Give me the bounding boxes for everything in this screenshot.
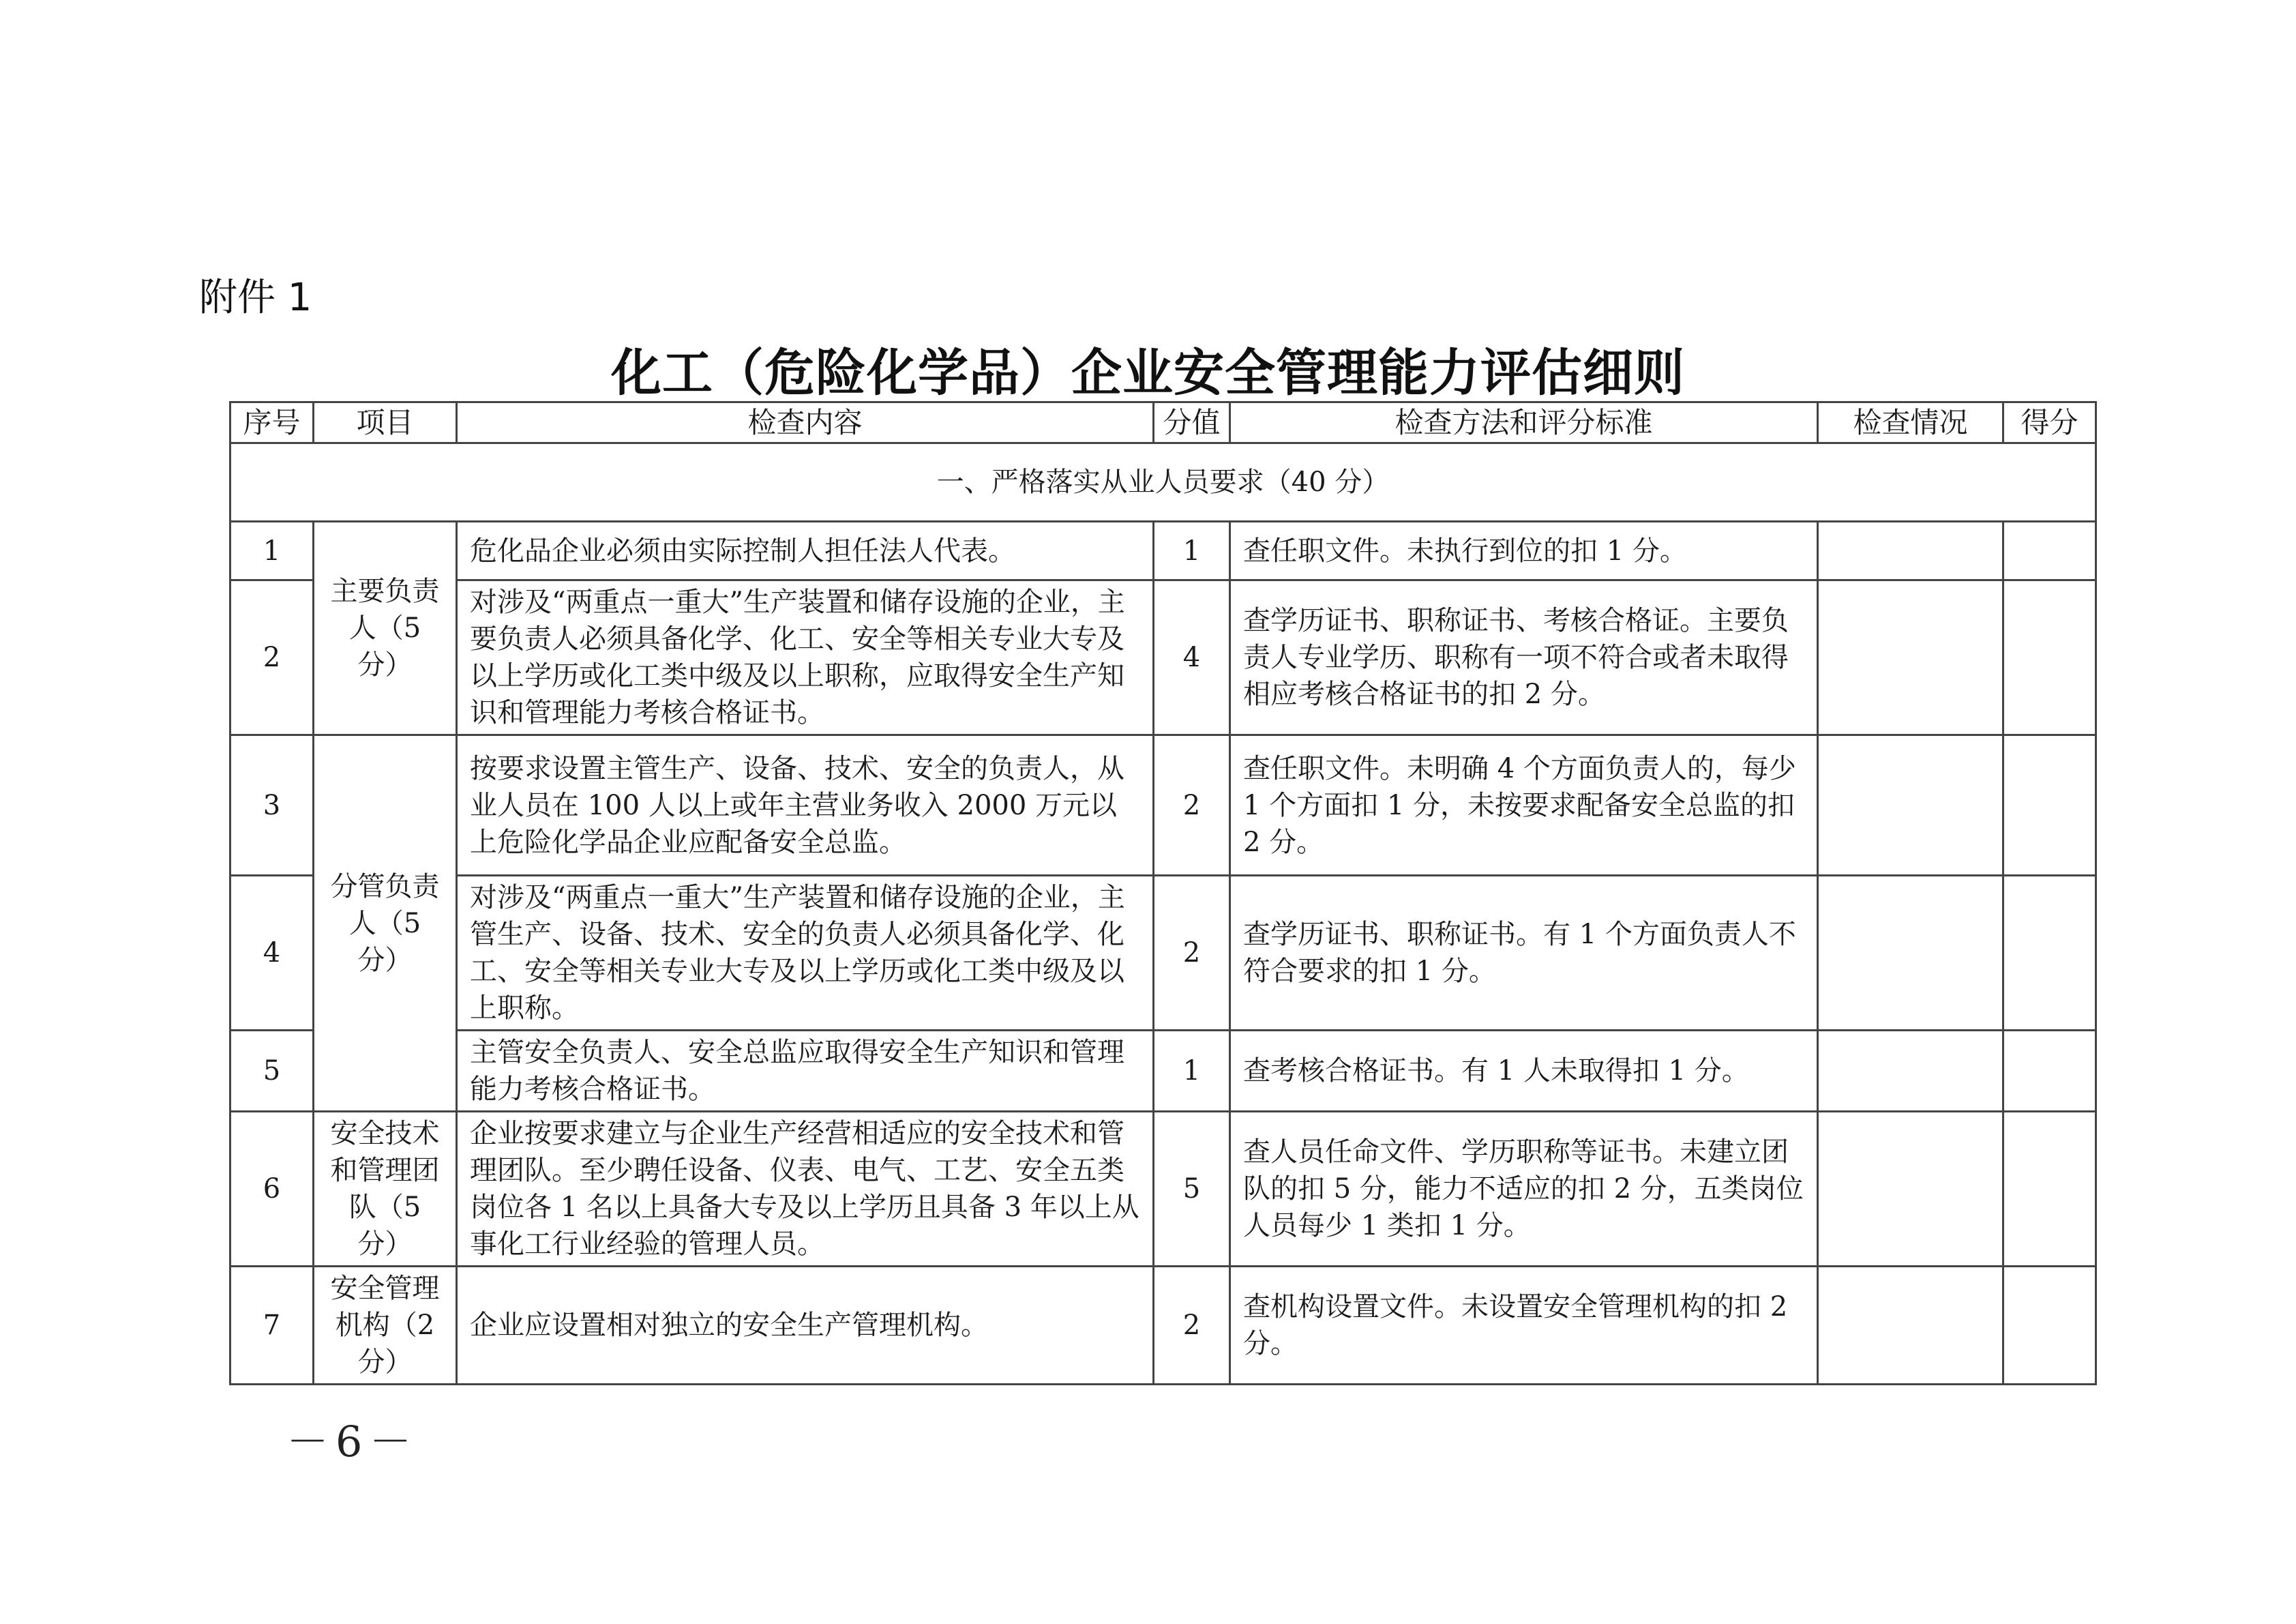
row-status-cell[interactable] bbox=[1818, 735, 2003, 876]
row-got-cell[interactable] bbox=[2003, 876, 2096, 1031]
row-got-cell[interactable] bbox=[2003, 1031, 2096, 1112]
table-row bbox=[230, 1267, 2096, 1385]
row-got-cell[interactable] bbox=[2003, 522, 2096, 580]
row-content: 对涉及“两重点一重大”生产装置和储存设施的企业，主管生产、设备、技术、安全的负责人必须具备化学、化工、安全等相关专业大专及以上学历或化工类中级及以上职称。 bbox=[457, 876, 1154, 1031]
row-got-cell[interactable] bbox=[2003, 735, 2096, 876]
row-status-cell[interactable] bbox=[1818, 580, 2003, 735]
page-number: －6－ bbox=[286, 1417, 419, 1466]
row-status-cell[interactable] bbox=[1818, 1031, 2003, 1112]
section-row bbox=[230, 443, 2096, 522]
row-score: 4 bbox=[1154, 580, 1230, 735]
header-content: 检查内容 bbox=[457, 402, 1154, 443]
row-method: 查人员任命文件、学历职称等证书。未建立团队的扣 5 分，能力不适应的扣 2 分，五类岗位人员每少 1 类扣 1 分。 bbox=[1230, 1112, 1818, 1267]
row-method: 查机构设置文件。未设置安全管理机构的扣 2 分。 bbox=[1230, 1267, 1818, 1385]
row-score: 2 bbox=[1154, 876, 1230, 1031]
row-method: 查任职文件。未明确 4 个方面负责人的，每少 1 个方面扣 1 分，未按要求配备安全总监的扣 2 分。 bbox=[1230, 735, 1818, 876]
row-no: 2 bbox=[230, 580, 314, 735]
group-team: 安全技术和管理团队（5 分） bbox=[314, 1112, 457, 1267]
row-method: 查学历证书、职称证书、考核合格证。主要负责人专业学历、职称有一项不符合或者未取得相应考核合格证书的扣 2 分。 bbox=[1230, 580, 1818, 735]
row-got-cell[interactable] bbox=[2003, 1112, 2096, 1267]
table-row bbox=[230, 735, 2096, 876]
table-row bbox=[230, 522, 2096, 580]
row-content: 企业应设置相对独立的安全生产管理机构。 bbox=[457, 1267, 1154, 1385]
group-deputy: 分管负责人（5 分） bbox=[314, 735, 457, 1112]
table-row bbox=[230, 1031, 2096, 1112]
group-principal: 主要负责人（5 分） bbox=[314, 522, 457, 735]
row-content: 主管安全负责人、安全总监应取得安全生产知识和管理能力考核合格证书。 bbox=[457, 1031, 1154, 1112]
row-content: 按要求设置主管生产、设备、技术、安全的负责人，从业人员在 100 人以上或年主营业务收入 2000 万元以上危险化学品企业应配备安全总监。 bbox=[457, 735, 1154, 876]
assessment-table bbox=[229, 401, 2097, 1385]
table-row bbox=[230, 580, 2096, 735]
row-no: 1 bbox=[230, 522, 314, 580]
row-method: 查任职文件。未执行到位的扣 1 分。 bbox=[1230, 522, 1818, 580]
row-method: 查考核合格证书。有 1 人未取得扣 1 分。 bbox=[1230, 1031, 1818, 1112]
row-status-cell[interactable] bbox=[1818, 1112, 2003, 1267]
header-item: 项目 bbox=[314, 402, 457, 443]
header-row bbox=[230, 402, 2096, 443]
header-method: 检查方法和评分标准 bbox=[1230, 402, 1818, 443]
table-row bbox=[230, 1112, 2096, 1267]
row-got-cell[interactable] bbox=[2003, 1267, 2096, 1385]
header-score: 分值 bbox=[1154, 402, 1230, 443]
section-title: 一、严格落实从业人员要求（40 分） bbox=[230, 443, 2096, 522]
document-title: 化工（危险化学品）企业安全管理能力评估细则 bbox=[611, 344, 1685, 402]
group-org: 安全管理机构（2 分） bbox=[314, 1267, 457, 1385]
row-status-cell[interactable] bbox=[1818, 876, 2003, 1031]
row-no: 6 bbox=[230, 1112, 314, 1267]
row-content: 危化品企业必须由实际控制人担任法人代表。 bbox=[457, 522, 1154, 580]
row-no: 4 bbox=[230, 876, 314, 1031]
row-status-cell[interactable] bbox=[1818, 1267, 2003, 1385]
header-no: 序号 bbox=[230, 402, 314, 443]
header-got: 得分 bbox=[2003, 402, 2096, 443]
row-score: 2 bbox=[1154, 735, 1230, 876]
row-method: 查学历证书、职称证书。有 1 个方面负责人不符合要求的扣 1 分。 bbox=[1230, 876, 1818, 1031]
row-status-cell[interactable] bbox=[1818, 522, 2003, 580]
row-score: 1 bbox=[1154, 522, 1230, 580]
table-row bbox=[230, 876, 2096, 1031]
row-score: 5 bbox=[1154, 1112, 1230, 1267]
row-got-cell[interactable] bbox=[2003, 580, 2096, 735]
row-score: 1 bbox=[1154, 1031, 1230, 1112]
row-no: 5 bbox=[230, 1031, 314, 1112]
attachment-label: 附件 1 bbox=[199, 276, 312, 320]
row-no: 3 bbox=[230, 735, 314, 876]
row-score: 2 bbox=[1154, 1267, 1230, 1385]
header-status: 检查情况 bbox=[1818, 402, 2003, 443]
row-content: 对涉及“两重点一重大”生产装置和储存设施的企业，主要负责人必须具备化学、化工、安全等相关专业大专及以上学历或化工类中级及以上职称，应取得安全生产知识和管理能力考核合格证书。 bbox=[457, 580, 1154, 735]
row-content: 企业按要求建立与企业生产经营相适应的安全技术和管理团队。至少聘任设备、仪表、电气、工艺、安全五类岗位各 1 名以上具备大专及以上学历且具备 3 年以上从事化工行业经验的管理人员。 bbox=[457, 1112, 1154, 1267]
row-no: 7 bbox=[230, 1267, 314, 1385]
